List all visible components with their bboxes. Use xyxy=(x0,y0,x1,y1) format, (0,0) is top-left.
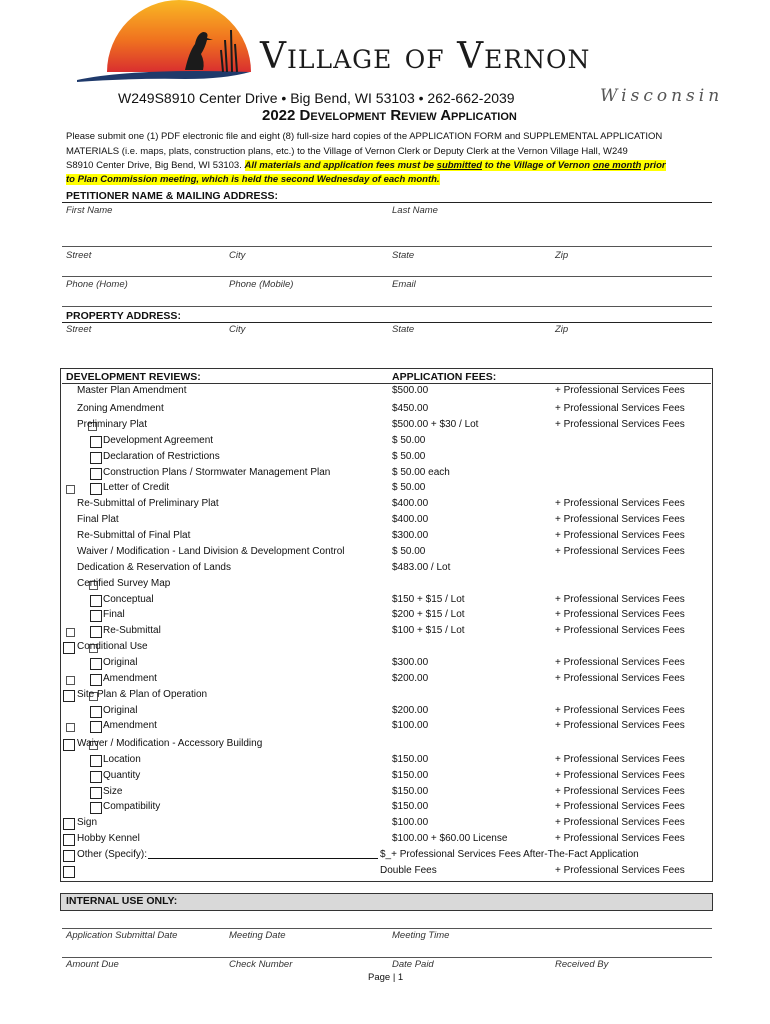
property-zip-label[interactable]: Zip xyxy=(555,324,569,335)
internal-heading: INTERNAL USE ONLY: xyxy=(66,895,178,907)
intro-hl-b: submitted xyxy=(436,160,483,171)
review-label: Other (Specify): xyxy=(77,849,148,860)
review-checkbox[interactable] xyxy=(63,642,75,654)
property-city-label[interactable]: City xyxy=(229,324,246,335)
review-checkbox[interactable] xyxy=(90,802,102,814)
review-extra-fee: + Professional Services Fees xyxy=(555,498,685,509)
review-label: Amendment xyxy=(103,673,157,684)
logo-title: Village of Vernon xyxy=(260,36,591,77)
review-small-checkbox[interactable] xyxy=(66,723,75,732)
review-label: Compatibility xyxy=(103,801,161,812)
review-label: Re-Submittal of Final Plat xyxy=(77,530,191,541)
intro-hl-e: prior xyxy=(641,160,666,171)
review-label: Preliminary Plat xyxy=(77,419,148,430)
state-label[interactable]: State xyxy=(392,250,415,261)
review-checkbox[interactable] xyxy=(90,674,102,686)
review-label: Waiver / Modification - Accessory Building xyxy=(77,738,263,749)
review-extra-fee: + Professional Services Fees xyxy=(555,786,685,797)
review-extra-fee: + Professional Services Fees xyxy=(555,419,685,430)
review-fee: $450.00 xyxy=(392,403,429,414)
address-line: W249S8910 Center Drive • Big Bend, WI 53103 • 262-662-2039 xyxy=(118,90,515,106)
received-by-label[interactable]: Received By xyxy=(555,959,609,970)
city-label[interactable]: City xyxy=(229,250,246,261)
review-fee: $300.00 xyxy=(392,657,429,668)
review-checkbox[interactable] xyxy=(90,658,102,670)
amount-due-label[interactable]: Amount Due xyxy=(66,959,119,970)
review-checkbox[interactable] xyxy=(90,436,102,448)
review-fee: $200 + $15 / Lot xyxy=(392,609,465,620)
review-checkbox[interactable] xyxy=(63,690,75,702)
phone-mobile-label[interactable]: Phone (Mobile) xyxy=(229,279,294,290)
review-fee: $150 + $15 / Lot xyxy=(392,594,465,605)
review-small-checkbox[interactable] xyxy=(66,485,75,494)
intro-hl-a: All materials and application fees must be xyxy=(244,160,437,171)
other-specify-line xyxy=(148,858,378,859)
review-extra-fee: + Professional Services Fees xyxy=(555,770,685,781)
review-label: Construction Plans / Stormwater Management Plan xyxy=(103,467,331,478)
review-fee: $150.00 xyxy=(392,786,429,797)
review-label: Site Plan & Plan of Operation xyxy=(77,689,208,700)
phone-home-label[interactable]: Phone (Home) xyxy=(66,279,128,290)
review-checkbox[interactable] xyxy=(90,595,102,607)
petitioner-heading: PETITIONER NAME & MAILING ADDRESS: xyxy=(66,190,278,202)
intro-line-2: MATERIALS (i.e. maps, plats, construction plans, etc.) to the Village of Vernon Clerk or Deputy Clerk at the Vernon Village Hall, W249 xyxy=(66,146,628,157)
review-label: Quantity xyxy=(103,770,141,781)
review-checkbox[interactable] xyxy=(90,755,102,767)
review-checkbox[interactable] xyxy=(90,771,102,783)
review-label: Development Agreement xyxy=(103,435,214,446)
property-heading: PROPERTY ADDRESS: xyxy=(66,310,181,322)
review-label: Final Plat xyxy=(77,514,119,525)
review-label: Hobby Kennel xyxy=(77,833,140,844)
review-label: Original xyxy=(103,705,138,716)
app-date-label[interactable]: Application Submittal Date xyxy=(66,930,178,941)
review-checkbox[interactable] xyxy=(90,483,102,495)
review-extra-fee: + Professional Services Fees xyxy=(555,673,685,684)
review-extra-fee: + Professional Services Fees xyxy=(555,403,685,414)
review-fee: $200.00 xyxy=(392,673,429,684)
review-checkbox[interactable] xyxy=(63,850,75,862)
review-label: Waiver / Modification - Land Division & Development Control xyxy=(77,546,345,557)
review-label: Letter of Credit xyxy=(103,482,170,493)
review-checkbox[interactable] xyxy=(63,834,75,846)
review-fee: $150.00 xyxy=(392,801,429,812)
property-state-label[interactable]: State xyxy=(392,324,415,335)
intro-hl-line4: to Plan Commission meeting, which is held the second Wednesday of each month. xyxy=(66,174,440,185)
review-label: Sign xyxy=(77,817,98,828)
review-small-checkbox[interactable] xyxy=(66,628,75,637)
review-fee: $ 50.00 xyxy=(392,482,426,493)
street-label[interactable]: Street xyxy=(66,250,92,261)
review-fee: $ 50.00 each xyxy=(392,467,450,478)
review-extra-fee: + Professional Services Fees xyxy=(555,514,685,525)
review-label: Size xyxy=(103,786,123,797)
review-fee: $150.00 xyxy=(392,754,429,765)
check-number-label[interactable]: Check Number xyxy=(229,959,293,970)
review-checkbox[interactable] xyxy=(63,818,75,830)
review-small-checkbox[interactable] xyxy=(66,676,75,685)
intro-hl-d: one month xyxy=(592,160,642,171)
last-name-label[interactable]: Last Name xyxy=(392,205,438,216)
review-label: Original xyxy=(103,657,138,668)
review-fee: $300.00 xyxy=(392,530,429,541)
review-checkbox[interactable] xyxy=(90,787,102,799)
review-checkbox[interactable] xyxy=(90,626,102,638)
review-label: Conceptual xyxy=(103,594,154,605)
meeting-date-label[interactable]: Meeting Date xyxy=(229,930,286,941)
date-paid-label[interactable]: Date Paid xyxy=(392,959,434,970)
email-label[interactable]: Email xyxy=(392,279,416,290)
review-extra-fee: + Professional Services Fees xyxy=(555,833,685,844)
review-extra-fee: + Professional Services Fees xyxy=(555,385,685,396)
review-checkbox[interactable] xyxy=(63,739,75,751)
property-street-label[interactable]: Street xyxy=(66,324,92,335)
review-checkbox[interactable] xyxy=(90,706,102,718)
review-extra-fee: + Professional Services Fees xyxy=(555,530,685,541)
review-fee: $500.00 xyxy=(392,385,429,396)
intro-hl-c: to the Village of Vernon xyxy=(482,160,593,171)
review-extra-fee: + Professional Services Fees xyxy=(555,594,685,605)
review-label: Certified Survey Map xyxy=(77,578,171,589)
review-checkbox[interactable] xyxy=(63,866,75,878)
review-fee: $483.00 / Lot xyxy=(392,562,451,573)
page-number: Page | 1 xyxy=(368,972,404,983)
review-fee: $500.00 + $30 / Lot xyxy=(392,419,479,430)
review-fee: $100 + $15 / Lot xyxy=(392,625,465,636)
review-fee: $ 50.00 xyxy=(392,546,426,557)
review-extra-fee: + Professional Services Fees xyxy=(555,546,685,557)
review-label: Dedication & Reservation of Lands xyxy=(77,562,231,573)
zip-label[interactable]: Zip xyxy=(555,250,569,261)
review-fee: Double Fees xyxy=(380,865,437,876)
review-fee: $100.00 xyxy=(392,720,429,731)
review-fee: $150.00 xyxy=(392,770,429,781)
intro-line-3-plain: S8910 Center Drive, Big Bend, WI 53103. xyxy=(66,160,245,171)
first-name-label[interactable]: First Name xyxy=(66,205,113,216)
review-label: Location xyxy=(103,754,141,765)
review-extra-fee: + Professional Services Fees xyxy=(555,801,685,812)
review-extra-fee: + Professional Services Fees xyxy=(555,754,685,765)
review-extra-fee: + Professional Services Fees xyxy=(555,657,685,668)
review-fee: $200.00 xyxy=(392,705,429,716)
review-checkbox[interactable] xyxy=(90,721,102,733)
logo-subtitle: Wisconsin xyxy=(600,86,724,106)
intro-line-3 xyxy=(66,160,666,171)
review-label: Conditional Use xyxy=(77,641,148,652)
review-label: Amendment xyxy=(103,720,157,731)
review-fee: $ 50.00 xyxy=(392,451,426,462)
review-extra-fee: + Professional Services Fees xyxy=(555,705,685,716)
meeting-time-label[interactable]: Meeting Time xyxy=(392,930,450,941)
review-fee: $_+ Professional Services Fees After-The-Fact Application xyxy=(380,849,639,860)
review-checkbox[interactable] xyxy=(90,468,102,480)
review-fee: $400.00 xyxy=(392,514,429,525)
reviews-heading: DEVELOPMENT REVIEWS: xyxy=(66,371,201,383)
form-title: 2022 Development Review Application xyxy=(262,107,517,124)
review-label: Master Plan Amendment xyxy=(77,385,187,396)
review-extra-fee: + Professional Services Fees xyxy=(555,625,685,636)
review-fee: $400.00 xyxy=(392,498,429,509)
review-label: Declaration of Restrictions xyxy=(103,451,220,462)
review-checkbox[interactable] xyxy=(90,610,102,622)
fees-heading: APPLICATION FEES: xyxy=(392,371,497,383)
intro-line-1: Please submit one (1) PDF electronic file and eight (8) full-size hard copies of the APPLICATION FORM and SUPPLEMENTAL APPLICATION xyxy=(66,131,663,142)
review-label: Final xyxy=(103,609,125,620)
review-fee: $100.00 xyxy=(392,817,429,828)
review-extra-fee: + Professional Services Fees xyxy=(555,720,685,731)
review-label: Re-Submittal of Preliminary Plat xyxy=(77,498,219,509)
review-extra-fee: + Professional Services Fees xyxy=(555,609,685,620)
sunset-heron-icon xyxy=(75,0,255,90)
review-label: Re-Submittal xyxy=(103,625,161,636)
review-extra-fee: + Professional Services Fees xyxy=(555,817,685,828)
review-checkbox[interactable] xyxy=(90,452,102,464)
review-fee: $100.00 + $60.00 License xyxy=(392,833,508,844)
intro-line-4 xyxy=(66,174,440,185)
review-fee: $ 50.00 xyxy=(392,435,426,446)
review-label: Zoning Amendment xyxy=(77,403,164,414)
review-extra-fee: + Professional Services Fees xyxy=(555,865,685,876)
